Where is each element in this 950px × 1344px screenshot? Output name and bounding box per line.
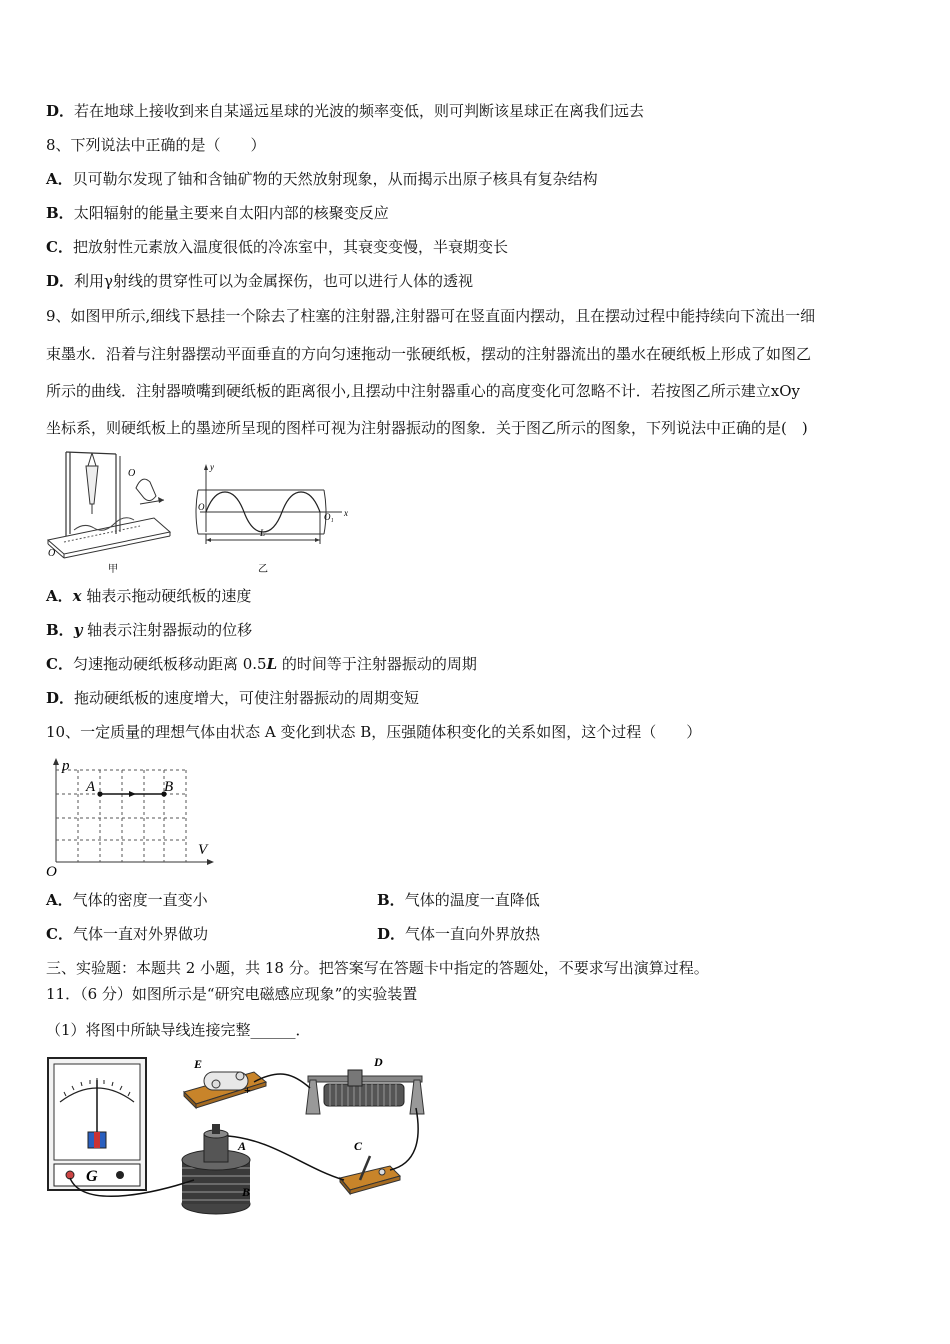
option-text: 把放射性元素放入温度很低的冷冻室中，其衰变变慢，半衰期变长 (72, 238, 508, 256)
q9-option-d: D．拖动硬纸板的速度增大，可使注射器振动的周期变短 (46, 689, 420, 707)
option-label: D． (46, 272, 75, 290)
option-label: C． (46, 238, 73, 256)
b-label: B (164, 779, 174, 795)
rheostat-d (306, 1055, 424, 1114)
figure-p-v (44, 756, 216, 878)
q8-stem: 8、下列说法中正确的是（ ） (46, 136, 266, 154)
q8-option-c (46, 237, 508, 257)
section-3-heading: 三、实验题：本题共 2 小题，共 18 分。把答案写在答题卡中指定的答题处，不要求写出演算过程。 (46, 959, 709, 977)
g-label: G (86, 1168, 98, 1185)
o-top-label: O (128, 468, 136, 479)
q9-option-b: B．y 轴表示注射器振动的位移 (46, 621, 253, 639)
option-text: 若在地球上接收到来自某遥远星球的光波的频率变低，则可判断该星球正在离我们远去 (74, 102, 645, 120)
battery-e (184, 1057, 266, 1108)
figure-jia (44, 448, 174, 574)
c-label: C (354, 1139, 363, 1153)
q9-stem-line-1: 9、如图甲所示,细线下悬挂一个除去了柱塞的注射器,注射器可在竖直面内摆动，且在摆动过程中能持续向下流出一细 (46, 307, 816, 325)
d-label: D (374, 1055, 383, 1069)
option-label: D． (377, 925, 406, 943)
variable: y (73, 621, 83, 639)
option-label: C． (46, 925, 73, 943)
variable: L (266, 655, 278, 673)
option-label: B． (46, 621, 74, 639)
q9-stem-line-4: 坐标系，则硬纸板上的墨迹所呈现的图样可视为注射器振动的图象．关于图乙所示的图象，下列说法中正确的是( ) (46, 419, 808, 437)
q11-sub-1: （1）将图中所缺导线连接完整______． (46, 1021, 311, 1039)
l-label: L (260, 528, 266, 538)
option-label: C． (46, 655, 73, 673)
hand (136, 479, 156, 500)
q9-option-a: A．x 轴表示拖动硬纸板的速度 (46, 587, 252, 605)
caption-yi: 乙 (258, 564, 268, 575)
option-label: A． (46, 587, 73, 605)
option-text: 气体的密度一直变小 (72, 891, 208, 909)
y-label: y (210, 462, 214, 472)
q9-option-c: C．匀速拖动硬纸板移动距离 0.5L 的时间等于注射器振动的周期 (46, 655, 477, 673)
option-label: A． (46, 891, 73, 909)
option-text: 气体一直向外界放热 (405, 925, 541, 943)
q8-option-a (46, 169, 598, 189)
figure-yi (192, 462, 352, 576)
plus-sign: + (244, 1083, 251, 1097)
option-text: 利用γ射线的贯穿性可以为金属探伤，也可以进行人体的透视 (74, 272, 473, 290)
figure-apparatus (44, 1050, 444, 1220)
q10-option-a (46, 890, 208, 910)
q8-option-b (46, 203, 389, 223)
a-label: A (86, 779, 96, 795)
stand-crossbar (66, 452, 116, 454)
wire-rheostat-switch (390, 1108, 418, 1170)
option-label: B． (46, 204, 74, 222)
point-a (97, 791, 102, 796)
caption-jia: 甲 (108, 564, 118, 574)
q10-option-d (377, 924, 540, 944)
option-text: 气体一直对外界做功 (72, 925, 208, 943)
option-text: 太阳辐射的能量主要来自太阳内部的核聚变反应 (73, 204, 389, 222)
q9-stem-line-3: 所示的曲线．注射器喷嘴到硬纸板的距离很小,且摆动中注射器重心的高度变化可忽略不计．若按图乙所示建立xOy (46, 382, 801, 400)
e-label: E (194, 1057, 203, 1071)
b-label: B (242, 1185, 251, 1199)
o-label: O (46, 864, 57, 878)
q11-stem: 11．（6 分）如图所示是“研究电磁感应现象”的实验装置 (46, 985, 418, 1003)
q10-option-b (377, 890, 540, 910)
v-label: V (198, 842, 208, 858)
q8-option-d (46, 271, 473, 291)
a-label: A (238, 1139, 247, 1153)
option-label: A． (46, 170, 73, 188)
x-label: x (344, 508, 348, 518)
p-label: p (62, 758, 70, 774)
option-label: D． (46, 102, 75, 120)
origin-label: O (198, 502, 205, 512)
q7-option-d (46, 101, 644, 121)
variable: x (72, 587, 82, 605)
o-label: O (48, 548, 56, 559)
option-label: D． (46, 689, 75, 707)
option-text: 气体的温度一直降低 (404, 891, 540, 909)
syringe (86, 466, 98, 504)
option-text: 贝可勒尔发现了铀和含铀矿物的天然放射现象，从而揭示出原子核具有复杂结构 (72, 170, 598, 188)
q10-option-c (46, 924, 208, 944)
o1-label: O₁ (324, 512, 334, 522)
option-label: B． (377, 891, 405, 909)
galvanometer (48, 1058, 146, 1190)
q10-stem: 10、一定质量的理想气体由状态 A 变化到状态 B，压强随体积变化的关系如图，这个过程（ ） (46, 723, 702, 741)
switch-c (340, 1139, 400, 1194)
q9-stem-line-2: 束墨水．沿着与注射器摆动平面垂直的方向匀速拖动一张硬纸板，摆动的注射器流出的墨水在硬纸板上形成了如图乙 (46, 345, 812, 363)
